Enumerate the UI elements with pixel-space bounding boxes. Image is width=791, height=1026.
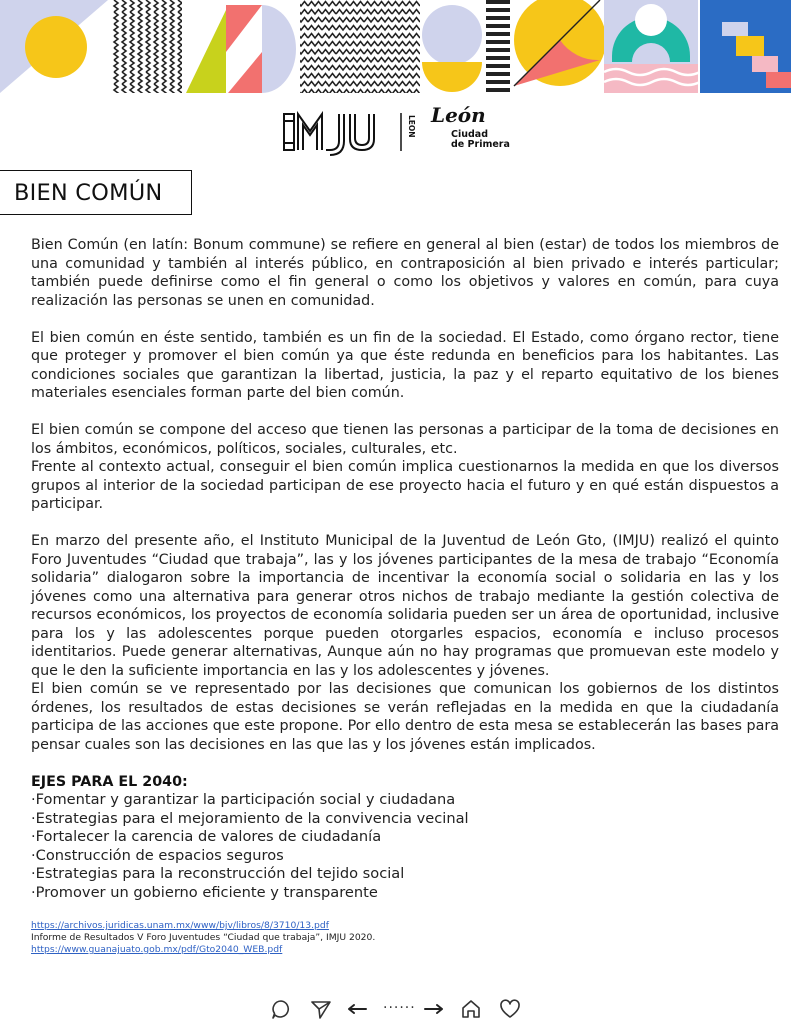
imju-logo-sub: LEON [407,115,416,138]
comment-button[interactable] [268,996,294,1022]
axes-title: EJES PARA EL 2040: [31,773,188,790]
list-item: ·Construcción de espacios seguros [31,846,284,864]
leon-logo-line2: de Primera [451,139,510,150]
home-icon [458,996,484,1022]
reference-link-guanajuato[interactable]: https://www.guanajuato.gob.mx/pdf/Gto2040_WEB.pdf [31,944,283,955]
comment-icon [268,996,294,1022]
reference-link-unam[interactable]: https://archivos.juridicas.unam.mx/www/bjv/libros/8/3710/13.pdf [31,920,329,931]
banner-tile-7 [604,0,700,93]
send-icon [308,996,334,1022]
list-item: ·Fortalecer la carencia de valores de ciudadanía [31,828,382,846]
list-item: ·Promover un gobierno eficiente y transparente [31,883,378,901]
footer-nav [268,996,528,1022]
banner-tile-4 [300,0,420,93]
arrow-left-icon [344,996,370,1022]
list-item: ·Estrategias para el mejoramiento de la convivencia vecinal [31,809,469,827]
header-logos [283,103,513,157]
leon-logo-script: León [431,103,486,127]
share-button[interactable] [308,996,334,1022]
decorative-banner [0,0,791,93]
arrow-right-icon [421,996,447,1022]
banner-tile-3 [186,0,296,93]
paragraph-state-role: El bien común en éste sentido, también es un fin de la sociedad. El Estado, como órgano rector, tiene que proteger y promover el bien común ya que éste redunda en beneficios para los habitantes. Las condiciones sociales que garantizan la libertad, justicia, la paz y el reparto equitativo de los bienes materiales esenciales forman parte del bien común. [31,329,779,401]
paragraph-forum: En marzo del presente año, el Instituto Municipal de la Juventud de León Gto, (IMJU) realizó el quinto Foro Juventudes “Ciudad que trabaja”, las y los jóvenes participantes de la mesa de trabajo “Economía solidaria” dialogaron sobre la importancia de incentivar la economía social o solidaria en las y los jóvenes como una alternativa para generar otros nichos de trabajo mediante la gestión colectiva de recursos económicos, los proyectos de economía solidaria pueden ser un área de oportunidad, inclusive para los y las adolescentes porque pueden otorgarles espacios, economía e incluso procesos identitarios. Puede generar alternativas, Aunque aún no hay programas que promuevan este modelo y que le den la suficiente importancia en las y los adolescentes y jóvenes. [31,533,779,679]
paragraph-access: El bien común se compone del acceso que tienen las personas a participar de la toma de decisiones en los ámbitos, económicos, políticos, sociales, culturales, etc. [31,422,779,457]
leon-logo-line1: Ciudad [451,129,489,140]
banner-tile-5 [422,0,510,93]
banner-tile-2 [112,0,182,93]
main-content [31,236,779,903]
paragraph-definition: Bien Común (en latín: Bonum commune) se refiere en general al bien (estar) de todos los miembros de una comunidad y también al interés público, en contraposición al bien privado e interés particular; también puede definirse como el fin general o como los objetivos y valores en común, para cuya realización las personas se unen en comunidad. [31,237,779,309]
paragraph-decisions: El bien común se ve representado por las decisiones que comunican los gobiernos de los distintos órdenes, los resultados de estas decisiones se verán reflejadas en la medida en que la ciudadanía participa de las acciones que este propone. Por ello dentro de esta mesa se establecerán las bases para pensar cuales son las decisiones en las que las y los jóvenes están implicados. [31,681,779,753]
page-indicator-dots: ······ [383,1000,416,1016]
like-button[interactable] [497,996,523,1022]
imju-logo [283,111,415,155]
heart-icon [497,996,523,1022]
home-button[interactable] [458,996,484,1022]
previous-page-button[interactable] [344,996,370,1022]
paragraph-context: Frente al contexto actual, conseguir el bien común implica cuestionarnos la medida en que los diversos grupos al interior de la sociedad participan de ese proyecto hacia el futuro y en qué están dispuestos a participar. [31,459,779,512]
list-item: ·Fomentar y garantizar la participación social y ciudadana [31,791,456,808]
list-item: ·Estrategias para la reconstrucción del tejido social [31,865,405,883]
banner-tile-6 [514,0,606,86]
next-page-button[interactable] [421,996,447,1022]
banner-tile-8 [700,0,791,93]
references [31,920,631,956]
leon-logo [431,103,515,157]
axes-list [31,791,779,903]
reference-note: Informe de Resultados V Foro Juventudes “Ciudad que trabaja”, IMJU 2020. [31,932,376,943]
section-title: BIEN COMÚN [0,170,192,215]
banner-tile-1 [0,0,108,93]
